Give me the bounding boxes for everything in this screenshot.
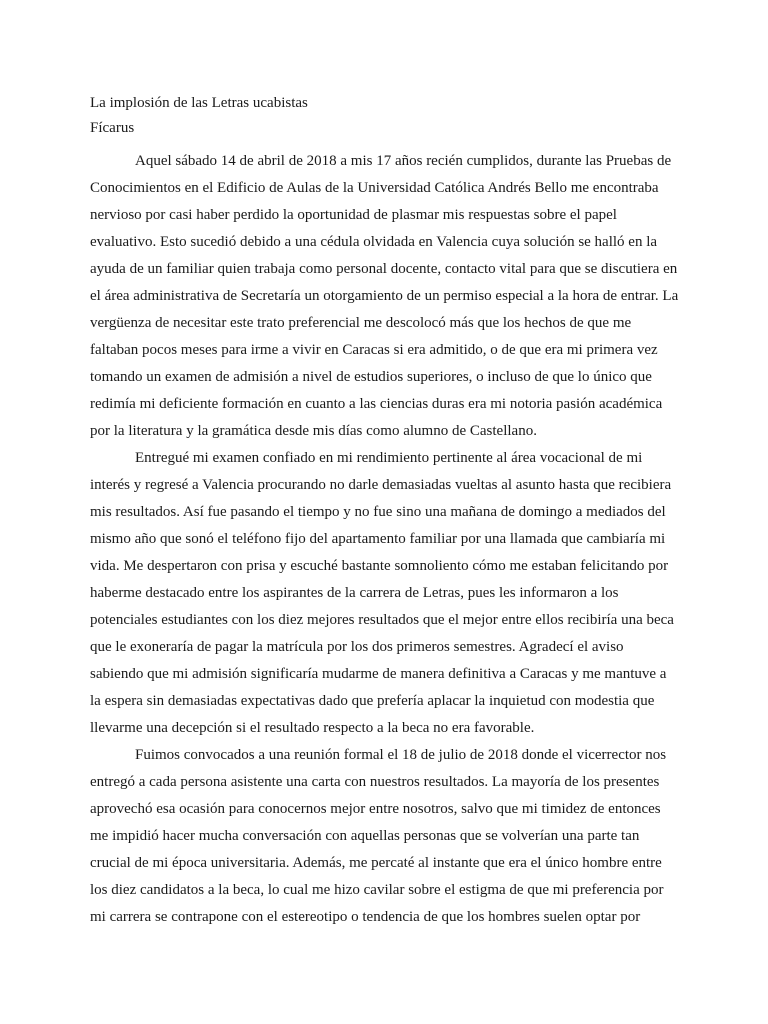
paragraph-1: Aquel sábado 14 de abril de 2018 a mis 17 años recién cumplidos, durante las Pruebas de Conocimientos en el Edificio de Aulas de la Universidad Católica Andrés Bello me encontraba nervioso por casi haber perdido la oportunidad de plasmar mis respuestas sobre el papel evaluativo. Esto sucedió debido a una cédula olvidada en Valencia cuya solución se halló en la ayuda de un familiar quien trabaja como personal docente, contacto vital para que se discutiera en el área administrativa de Secretaría un otorgamiento de un permiso especial a la hora de entrar. La vergüenza de necesitar este trato preferencial me descolocó más que los hechos de que me faltaban pocos meses para irme a vivir en Caracas si era admitido, o de que era mi primera vez tomando un examen de admisión a nivel de estudios superiores, o incluso de que lo único que redimía mi deficiente formación en cuanto a las ciencias duras era mi notoria pasión académica por la literatura y la gramática desde mis días como alumno de Castellano.	[90, 153, 679, 439]
paragraph-3: Fuimos convocados a una reunión formal el 18 de julio de 2018 donde el vicerrector nos entregó a cada persona asistente una carta con nuestros resultados. La mayoría de los presentes aprovechó esa ocasión para conocernos mejor entre nosotros, salvo que mi timidez de entonces me impidió hacer mucha conversación con aquellas personas que se volverían una parte tan crucial de mi época universitaria. Además, me percaté al instante que era el único hombre entre los diez candidatos a la beca, lo cual me hizo cavilar sobre el estigma de que mi preferencia por mi carrera se contrapone con el estereotipo o tendencia de que los hombres suelen optar por	[90, 747, 667, 925]
paragraph-2: Entregué mi examen confiado en mi rendimiento pertinente al área vocacional de mi interés y regresé a Valencia procurando no darle demasiadas vueltas al asunto hasta que recibiera mis resultados. Así fue pasando el tiempo y no fue sino una mañana de domingo a mediados del mismo año que sonó el teléfono fijo del apartamento familiar por una llamada que cambiaría mi vida. Me despertaron con prisa y escuché bastante somnoliento cómo me estaban felicitando por haberme destacado entre los aspirantes de la carrera de Letras, pues les informaron a los potenciales estudiantes con los diez mejores resultados que el mejor entre ellos recibiría una beca que le exoneraría de pagar la matrícula por los dos primeros semestres. Agradecí el aviso sabiendo que mi admisión significaría mudarme de manera definitiva a Caracas y me mantuve a la espera sin demasiadas expectativas dado que prefería aplacar la inquietud con modestia que llevarme una decepción si el resultado respecto a la beca no era favorable.	[90, 450, 674, 736]
document-title: La implosión de las Letras ucabistas	[90, 95, 308, 111]
document-body	[90, 91, 680, 931]
document-author: Fícarus	[90, 120, 135, 136]
